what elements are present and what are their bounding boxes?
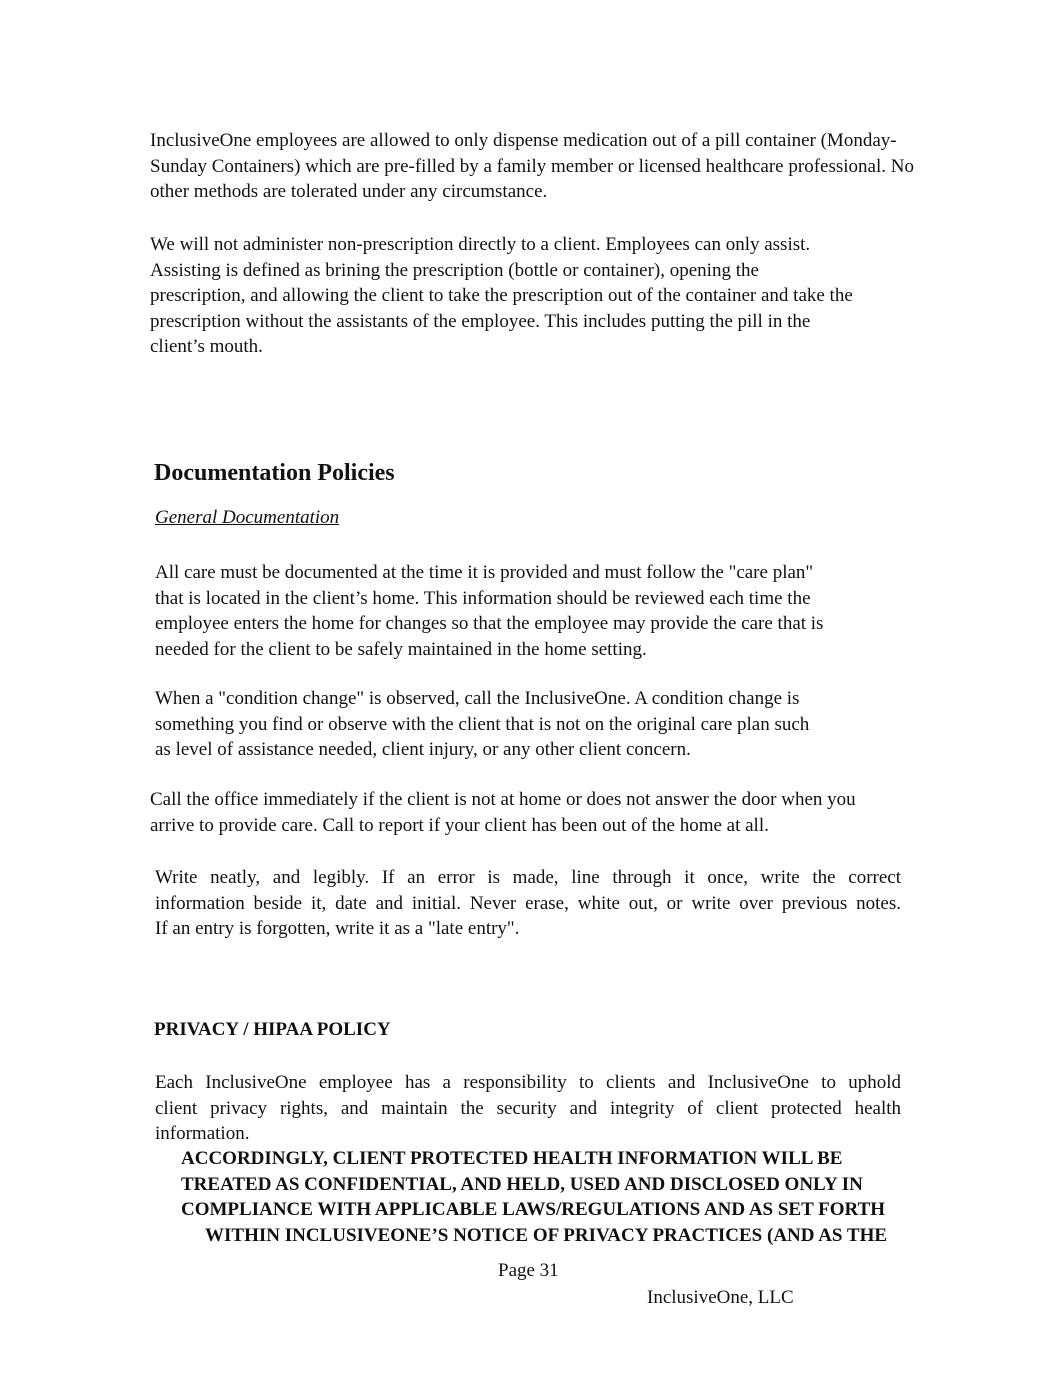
- text-line: Each InclusiveOne employee has a responsibility to clients and InclusiveOne to uphold: [155, 1072, 901, 1093]
- text-line: arrive to provide care. Call to report if your client has been out of the home at all.: [150, 814, 769, 836]
- text-line: client’s mouth.: [150, 336, 263, 357]
- text-line: as level of assistance needed, client injury, or any other client concern.: [155, 739, 691, 760]
- text-line: When a "condition change" is observed, call the InclusiveOne. A condition change is: [155, 688, 800, 709]
- text-line: Sunday Containers) which are pre-filled by a family member or licensed healthcare professional. No: [150, 155, 914, 177]
- text-line: TREATED AS CONFIDENTIAL, AND HELD, USED AND DISCLOSED ONLY IN: [181, 1173, 863, 1195]
- text-line: All care must be documented at the time it is provided and must follow the "care plan": [155, 562, 814, 583]
- text-line: Assisting is defined as brining the prescription (bottle or container), opening the: [150, 259, 759, 281]
- text-line: client privacy rights, and maintain the security and integrity of client protected health: [155, 1097, 901, 1119]
- privacy-paragraph: [155, 1070, 901, 1147]
- text-line: that is located in the client’s home. This information should be reviewed each time the: [155, 587, 811, 609]
- text-line: other methods are tolerated under any circumstance.: [150, 181, 548, 202]
- text-line: Call the office immediately if the client is not at home or does not answer the door when you: [150, 789, 856, 810]
- documentation-paragraph-4: [155, 865, 901, 942]
- privacy-statement: [0, 1146, 1063, 1248]
- text-line: WITHIN INCLUSIVEONE’S NOTICE OF PRIVACY PRACTICES (AND AS THE: [205, 1224, 888, 1246]
- text-line: needed for the client to be safely maintained in the home setting.: [155, 638, 647, 660]
- company-name: InclusiveOne, LLC: [647, 1287, 794, 1308]
- text-line: Write neatly, and legibly. If an error is made, line through it once, write the correct: [155, 867, 901, 888]
- privacy-heading: PRIVACY / HIPAA POLICY: [154, 1019, 391, 1040]
- text-line: employee enters the home for changes so that the employee may provide the care that is: [155, 613, 824, 634]
- page-number: Page 31: [498, 1260, 559, 1281]
- medication-paragraph-2: [150, 232, 950, 360]
- text-line: If an entry is forgotten, write it as a "late entry".: [155, 918, 520, 939]
- documentation-paragraph-3: [150, 787, 950, 838]
- text-line: prescription without the assistants of the employee. This includes putting the pill in the: [150, 310, 811, 332]
- text-line: prescription, and allowing the client to take the prescription out of the container and take the: [150, 285, 853, 306]
- documentation-paragraph-2: [155, 686, 895, 763]
- text-line: We will not administer non-prescription directly to a client. Employees can only assist.: [150, 234, 811, 255]
- general-documentation-subheading: General Documentation: [155, 507, 340, 528]
- text-line: ACCORDINGLY, CLIENT PROTECTED HEALTH INFORMATION WILL BE: [181, 1148, 843, 1169]
- text-line: information beside it, date and initial. Never erase, white out, or write over previous notes.: [155, 892, 901, 914]
- text-line: InclusiveOne employees are allowed to only dispense medication out of a pill container (Monday-: [150, 130, 897, 151]
- medication-paragraph-1: [150, 128, 990, 205]
- text-line: something you find or observe with the client that is not on the original care plan such: [155, 713, 810, 735]
- text-line: COMPLIANCE WITH APPLICABLE LAWS/REGULATIONS AND AS SET FORTH: [181, 1199, 886, 1220]
- documentation-heading: Documentation Policies: [154, 460, 395, 486]
- text-line: information.: [155, 1123, 250, 1144]
- documentation-paragraph-1: [155, 560, 915, 662]
